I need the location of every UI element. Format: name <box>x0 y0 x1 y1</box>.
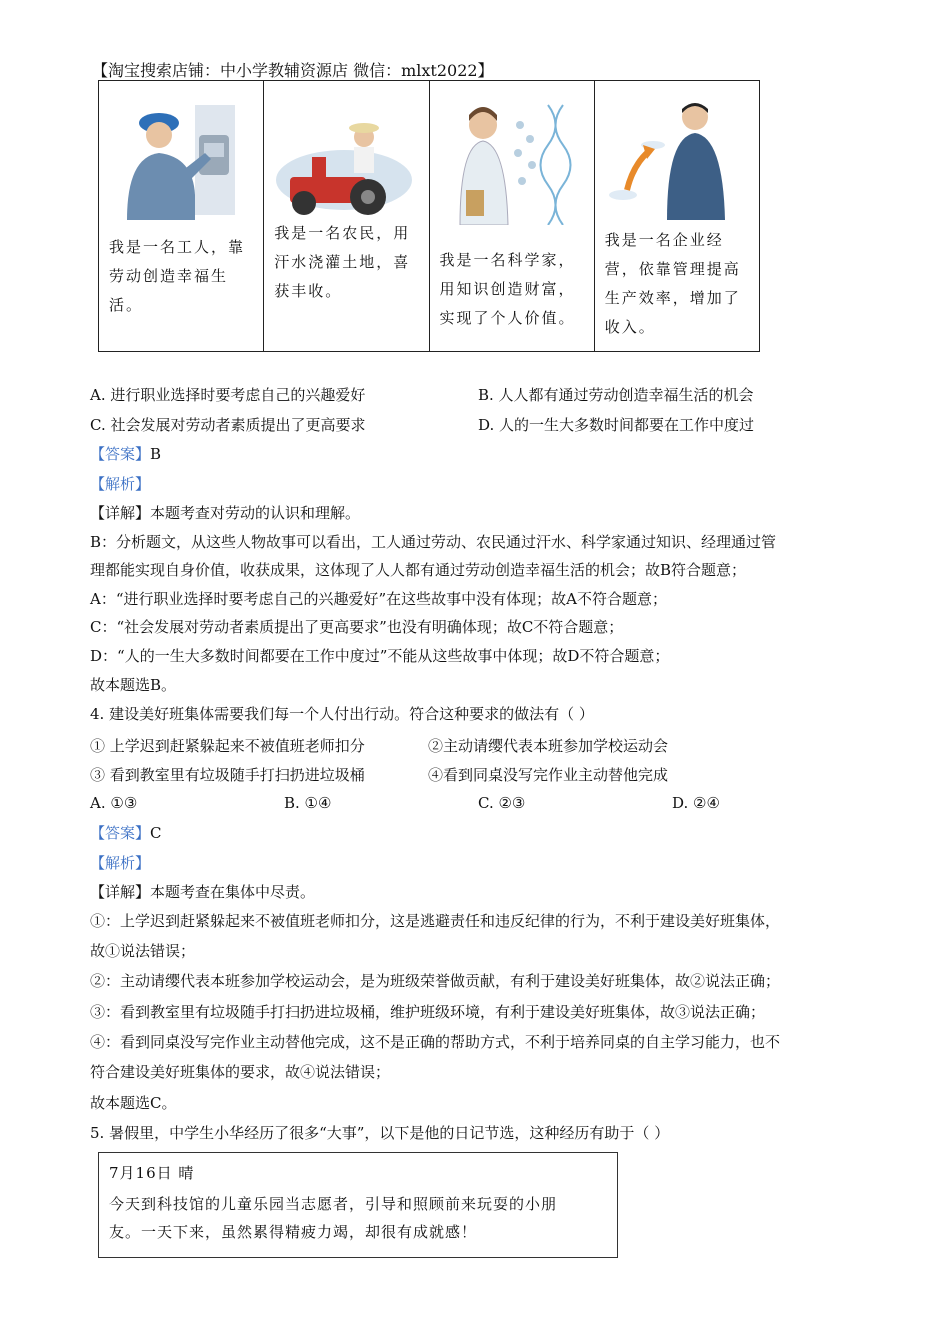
q4-stem: 4. 建设美好班集体需要我们每一个人付出行动。符合这种要求的做法有（ ） <box>90 705 594 723</box>
diary-box <box>98 1152 618 1258</box>
answer-tag: 【答案】 <box>90 445 151 463</box>
cell-line: 活。 <box>109 296 144 314</box>
analysis-line: ①：上学迟到赶紧躲起来不被值班老师扣分，这是逃避责任和违反纪律的行为，不利于建设美好班集体， <box>90 912 781 930</box>
answer-value: B <box>150 445 162 463</box>
diary-line: 今天到科技馆的儿童乐园当志愿者，引导和照顾前来玩耍的小朋 <box>109 1195 558 1213</box>
analysis-line: B：分析题文，从这些人物故事可以看出，工人通过劳动、农民通过汗水、科学家通过知识、经理通过管 <box>90 533 777 551</box>
cell-line: 获丰收。 <box>274 282 343 300</box>
analysis-line: 故①说法错误； <box>90 942 196 960</box>
cell-line: 我是一名农民，用 <box>274 224 411 242</box>
q4-option-d: D. ②④ <box>672 794 720 812</box>
scientist-dna-icon <box>438 95 586 225</box>
story-cell-scientist <box>430 81 595 351</box>
answer-value: C <box>150 824 162 842</box>
shop-header: 【淘宝搜索店铺：中小学教辅资源店 微信：mlxt2022】 <box>92 61 494 80</box>
analysis-line: 理都能实现自身价值，收获成果，这体现了人人都有通过劳动创造幸福生活的机会；故B符合题意； <box>90 561 747 579</box>
cell-line: 我是一名企业经 <box>604 231 724 249</box>
analysis-tag: 【解析】 <box>90 854 151 872</box>
cell-line: 生产效率，增加了 <box>604 289 741 307</box>
analysis-line: C：“社会发展对劳动者素质提出了更高要求”也没有明确体现；故C不符合题意； <box>90 618 624 636</box>
analysis-line: ②：主动请缨代表本班参加学校运动会，是为班级荣誉做贡献，有利于建设美好班集体，故②说法正确； <box>90 972 781 990</box>
cell-line: 我是一名科学家， <box>439 251 576 269</box>
q4-option-b: B. ①④ <box>284 794 332 812</box>
analysis-line: D：“人的一生大多数时间都要在工作中度过”不能从这些故事中体现；故D不符合题意； <box>90 647 670 665</box>
cell-line: 实现了个人价值。 <box>439 309 576 327</box>
q4-item: ②主动请缨代表本班参加学校运动会 <box>428 737 669 755</box>
analysis-line: A：“进行职业选择时要考虑自己的兴趣爱好”在这些故事中没有体现；故A不符合题意； <box>90 590 668 608</box>
story-cell-farmer <box>264 81 429 351</box>
worker-icon <box>107 95 255 225</box>
analysis-tag: 【解析】 <box>90 475 151 493</box>
story-cell-manager <box>595 81 759 351</box>
cell-line: 汗水浇灌土地，喜 <box>274 253 411 271</box>
analysis-line: 故本题选B。 <box>90 676 177 694</box>
q4-option-c: C. ②③ <box>478 794 526 812</box>
diary-date: 7月16日 晴 <box>109 1164 195 1182</box>
option-a: A. 进行职业选择时要考虑自己的兴趣爱好 <box>90 386 366 404</box>
q3-answer-row <box>90 445 161 463</box>
detail-heading: 【详解】本题考查在集体中尽责。 <box>90 883 316 901</box>
cell-line: 用知识创造财富， <box>439 280 576 298</box>
q4-answer-row <box>90 824 162 842</box>
q4-item: ④看到同桌没写完作业主动替他完成 <box>428 766 669 784</box>
farmer-tractor-icon <box>272 95 420 225</box>
analysis-line: ③：看到教室里有垃圾随手打扫扔进垃圾桶，维护班级环境，有利于建设美好班集体，故③说法正确； <box>90 1003 766 1021</box>
q5-stem: 5. 暑假里，中学生小华经历了很多“大事”，以下是他的日记节选，这种经历有助于（ ） <box>90 1124 670 1142</box>
story-cell-worker <box>99 81 264 351</box>
q4-item: ③ 看到教室里有垃圾随手打扫扔进垃圾桶 <box>90 766 365 784</box>
option-c: C. 社会发展对劳动者素质提出了更高要求 <box>90 416 366 434</box>
q4-item: ① 上学迟到赶紧躲起来不被值班老师扣分 <box>90 737 365 755</box>
detail-heading: 【详解】本题考查对劳动的认识和理解。 <box>90 504 361 522</box>
q4-option-a: A. ①③ <box>90 794 138 812</box>
answer-tag: 【答案】 <box>90 824 151 842</box>
cell-line: 收入。 <box>604 318 656 336</box>
analysis-line: 故本题选C。 <box>90 1094 177 1112</box>
cell-line: 我是一名工人，靠 <box>109 238 246 256</box>
analysis-line: 符合建设美好班集体的要求，故④说法错误； <box>90 1063 391 1081</box>
option-d: D. 人的一生大多数时间都要在工作中度过 <box>478 416 755 434</box>
manager-icon <box>603 95 751 225</box>
story-table <box>98 80 760 352</box>
analysis-line: ④：看到同桌没写完作业主动替他完成，这不是正确的帮助方式，不利于培养同桌的自主学习能力，也不 <box>90 1033 781 1051</box>
cell-line: 营，依靠管理提高 <box>604 260 741 278</box>
cell-line: 劳动创造幸福生 <box>109 267 229 285</box>
diary-line: 友。一天下来，虽然累得精疲力竭，却很有成就感！ <box>109 1223 478 1241</box>
option-b: B. 人人都有通过劳动创造幸福生活的机会 <box>478 386 754 404</box>
